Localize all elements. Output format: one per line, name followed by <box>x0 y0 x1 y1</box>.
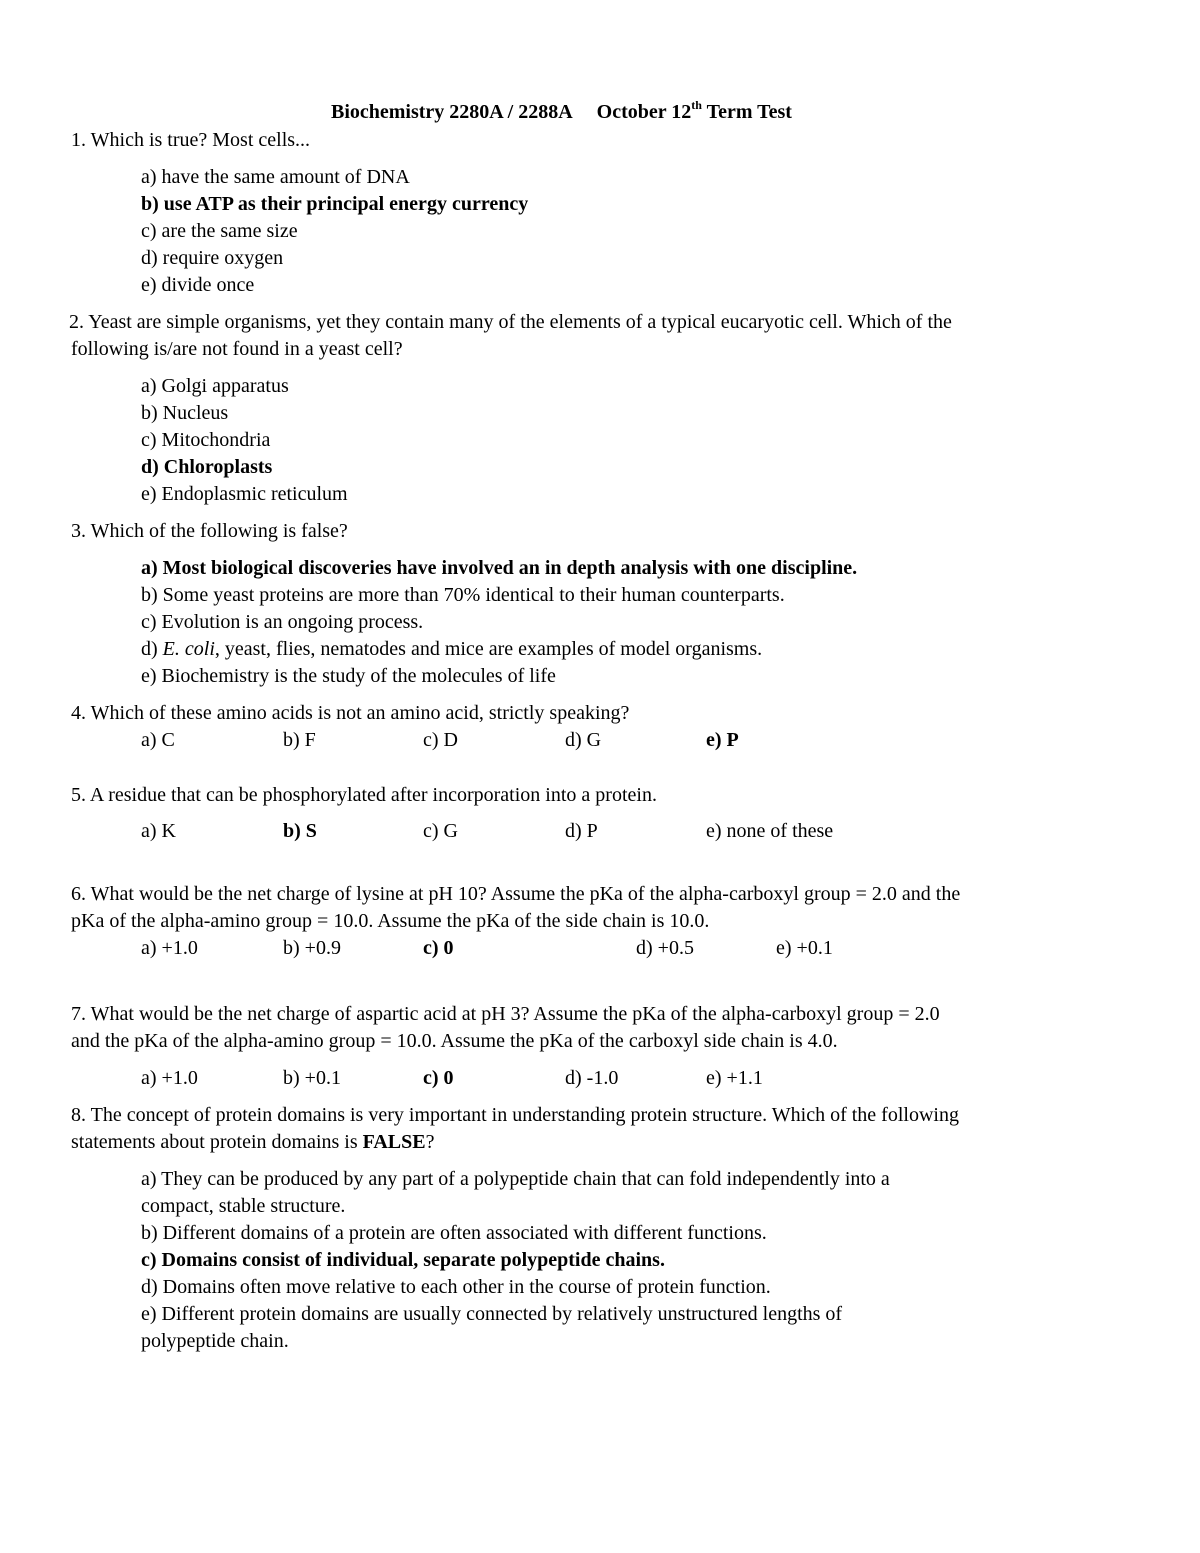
q7-option-d: d) -1.0 <box>565 1067 619 1089</box>
q2-option-c: c) Mitochondria <box>141 429 271 451</box>
q5-option-d: d) P <box>565 820 598 842</box>
q8-option-b: b) Different domains of a protein are often associated with different functions. <box>141 1222 767 1244</box>
q1-option-a: a) have the same amount of DNA <box>141 166 410 188</box>
q8-option-a-line2: compact, stable structure. <box>141 1195 346 1217</box>
q7-option-a: a) +1.0 <box>141 1067 198 1089</box>
q7-option-b: b) +0.1 <box>283 1067 341 1089</box>
q8-option-a-line1: a) They can be produced by any part of a polypeptide chain that can fold independently into a <box>141 1168 890 1190</box>
q2-option-a: a) Golgi apparatus <box>141 375 289 397</box>
q2-option-b: b) Nucleus <box>141 402 229 424</box>
q7-option-c-answer: c) 0 <box>423 1067 454 1089</box>
test-date: October 12 <box>596 101 692 123</box>
q8-stem-prefix: statements about protein domains is <box>71 1131 363 1153</box>
q7-option-e: e) +1.1 <box>706 1067 763 1089</box>
q1-option-b-answer: b) use ATP as their principal energy currency <box>141 193 529 215</box>
q4-option-e-answer: e) P <box>706 729 739 751</box>
question-4-stem: 4. Which of these amino acids is not an amino acid, strictly speaking? <box>71 702 630 724</box>
e-coli-italic: E. coli <box>162 638 215 660</box>
q6-option-b: b) +0.9 <box>283 937 341 959</box>
q4-option-d: d) G <box>565 729 602 751</box>
q4-option-a: a) C <box>141 729 175 751</box>
course-title: Biochemistry 2280A / 2288A <box>331 101 573 123</box>
q6-option-a: a) +1.0 <box>141 937 198 959</box>
q8-option-d: d) Domains often move relative to each other in the course of protein function. <box>141 1276 771 1298</box>
q1-option-d: d) require oxygen <box>141 247 284 269</box>
question-8-stem-line1: 8. The concept of protein domains is very important in understanding protein structure. Which of the following <box>71 1104 959 1126</box>
q3-option-e: e) Biochemistry is the study of the molecules of life <box>141 665 556 687</box>
q8-option-e-line2: polypeptide chain. <box>141 1330 289 1352</box>
question-5-stem: 5. A residue that can be phosphorylated after incorporation into a protein. <box>71 784 657 806</box>
q3-option-a-answer: a) Most biological discoveries have involved an in depth analysis with one discipline. <box>141 557 858 579</box>
date-superscript: th <box>691 98 702 113</box>
question-6-stem-line1: 6. What would be the net charge of lysine at pH 10? Assume the pKa of the alpha-carboxyl group = 2.0 and the <box>71 883 961 905</box>
q1-option-c: c) are the same size <box>141 220 298 242</box>
q5-option-c: c) G <box>423 820 458 842</box>
q3-option-d <box>141 637 762 661</box>
q2-option-d-answer: d) Chloroplasts <box>141 456 273 478</box>
q6-option-e: e) +0.1 <box>776 937 833 959</box>
question-7-stem-line1: 7. What would be the net charge of aspartic acid at pH 3? Assume the pKa of the alpha-carboxyl group = 2.0 <box>71 1003 940 1025</box>
q8-false-emphasis: FALSE <box>362 1131 426 1153</box>
question-7-stem-line2: and the pKa of the alpha-amino group = 10.0. Assume the pKa of the carboxyl side chain is 4.0. <box>71 1030 838 1052</box>
q6-option-d: d) +0.5 <box>636 937 694 959</box>
question-1-stem: 1. Which is true? Most cells... <box>71 129 311 151</box>
q4-option-c: c) D <box>423 729 458 751</box>
q6-option-c-answer: c) 0 <box>423 937 454 959</box>
question-6-stem-line2: pKa of the alpha-amino group = 10.0. Assume the pKa of the side chain is 10.0. <box>71 910 710 932</box>
q8-option-c-answer: c) Domains consist of individual, separate polypeptide chains. <box>141 1249 665 1271</box>
q8-option-e-line1: e) Different protein domains are usually connected by relatively unstructured lengths of <box>141 1303 843 1325</box>
q2-option-e: e) Endoplasmic reticulum <box>141 483 348 505</box>
page-title <box>331 100 792 124</box>
q3-option-c: c) Evolution is an ongoing process. <box>141 611 424 633</box>
question-2-stem-line1: 2. Yeast are simple organisms, yet they contain many of the elements of a typical eucaryotic cell. Which of the <box>69 311 952 333</box>
test-name: Term Test <box>701 101 792 123</box>
q3-option-d-label: d) <box>141 638 163 660</box>
q5-option-b-answer: b) S <box>283 820 317 842</box>
q5-option-a: a) K <box>141 820 176 842</box>
q4-option-b: b) F <box>283 729 316 751</box>
q3-option-d-rest: , yeast, flies, nematodes and mice are examples of model organisms. <box>214 638 763 660</box>
question-3-stem: 3. Which of the following is false? <box>71 520 348 542</box>
question-2-stem-line2: following is/are not found in a yeast cell? <box>71 338 403 360</box>
q8-stem-suffix: ? <box>425 1131 435 1153</box>
q3-option-b: b) Some yeast proteins are more than 70% identical to their human counterparts. <box>141 584 785 606</box>
q5-option-e: e) none of these <box>706 820 834 842</box>
question-8-stem-line2 <box>71 1130 435 1154</box>
q1-option-e: e) divide once <box>141 274 255 296</box>
